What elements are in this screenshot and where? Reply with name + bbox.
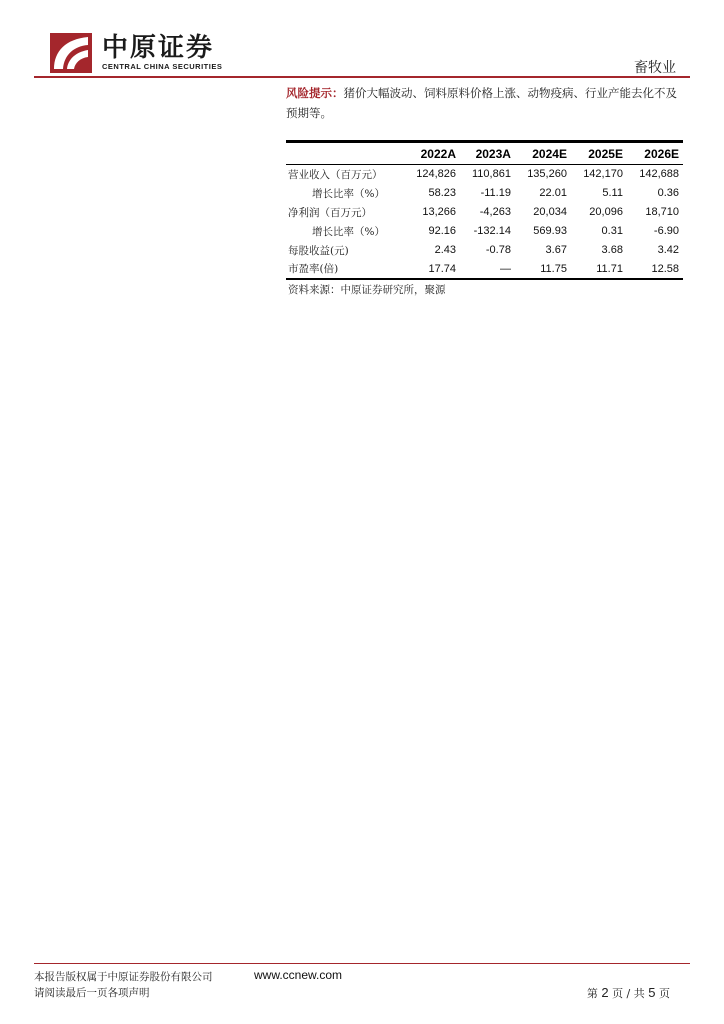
- table-cell: 22.01: [539, 187, 567, 199]
- table-header-row: [286, 142, 683, 165]
- table-row: [286, 260, 683, 279]
- table-cell: 0.36: [657, 187, 679, 199]
- table-cell: 110,861: [472, 168, 511, 181]
- copyright-notice: 本报告版权属于中原证券股份有限公司: [34, 971, 213, 983]
- table-cell: 17.74: [428, 262, 456, 275]
- table-cell: 11.75: [540, 262, 567, 275]
- table-cell: 13,266: [422, 206, 456, 218]
- column-header: 2025E: [588, 146, 623, 161]
- header-divider: [34, 76, 690, 78]
- table-cell: 20,034: [533, 206, 567, 218]
- table-cell: 12.58: [651, 262, 679, 275]
- table-cell: -11.19: [480, 187, 511, 199]
- page-header: [0, 0, 724, 80]
- table-cell: 3.42: [657, 244, 679, 256]
- row-label: 增长比率（%）: [312, 187, 385, 200]
- page-prefix: 第: [586, 987, 598, 1000]
- company-name-cn: 中原证券: [102, 33, 215, 63]
- table-cell: 18,710: [645, 206, 679, 218]
- table-cell: -0.78: [485, 244, 511, 256]
- page-total: 5: [648, 985, 656, 1000]
- table-cell: 5.11: [602, 187, 623, 199]
- risk-warning: [286, 83, 686, 123]
- table-cell: 11.71: [596, 262, 623, 275]
- table-cell: -6.90: [653, 225, 679, 237]
- table-cell: 92.16: [428, 225, 456, 237]
- table-cell: 58.23: [428, 187, 456, 199]
- page-suffix: 页: [659, 987, 670, 1000]
- table-cell: 142,170: [583, 168, 623, 181]
- financial-forecast-table: [286, 140, 683, 280]
- disclaimer-note: 请阅读最后一页各项声明: [34, 987, 150, 999]
- risk-warning-label: 风险提示：: [286, 86, 344, 100]
- row-label: 营业收入（百万元）: [288, 168, 383, 181]
- table-cell: —: [499, 262, 511, 275]
- table-cell: -4,263: [479, 206, 511, 218]
- company-logo-icon: [50, 33, 92, 73]
- data-source-note: 资料来源：中原证券研究所，聚源: [288, 284, 446, 296]
- table-row: [286, 222, 683, 241]
- risk-warning-text: 猪价大幅波动、饲料原料价格上涨、动物疫病、行业产能去化不及预期等。: [286, 86, 677, 120]
- table-cell: 2.43: [434, 244, 456, 256]
- table-cell: 0.31: [601, 225, 623, 237]
- table-cell: 124,826: [416, 168, 456, 181]
- table-cell: -132.14: [473, 225, 511, 237]
- row-label: 净利润（百万元）: [288, 206, 372, 219]
- page-current: 2: [601, 985, 609, 1000]
- table-cell: 569.93: [533, 225, 567, 237]
- column-header: 2024E: [532, 146, 567, 161]
- column-header: 2022A: [420, 146, 456, 161]
- table-row: [286, 241, 683, 260]
- website-link[interactable]: www.ccnew.com: [254, 968, 343, 982]
- table-row: [286, 203, 683, 222]
- table-row: [286, 165, 683, 184]
- table-cell: 3.68: [601, 244, 623, 256]
- table-cell: 142,688: [639, 168, 679, 181]
- column-header: 2026E: [644, 146, 679, 161]
- sector-label: 畜牧业: [634, 60, 676, 76]
- row-label: 市盈率(倍): [288, 263, 339, 275]
- column-header: 2023A: [475, 146, 511, 161]
- row-label: 每股收益(元): [288, 244, 349, 257]
- page-indicator: [587, 985, 670, 1001]
- table-cell: 135,260: [527, 168, 567, 181]
- company-name-en: CENTRAL CHINA SECURITIES: [102, 62, 223, 71]
- table-header-blank: [286, 142, 404, 165]
- page-mid: 页 / 共: [612, 987, 645, 1000]
- table-cell: 3.67: [545, 244, 567, 256]
- footer-divider: [34, 963, 690, 964]
- table-cell: 20,096: [589, 206, 623, 218]
- table-row: [286, 184, 683, 203]
- row-label: 增长比率（%）: [312, 225, 385, 238]
